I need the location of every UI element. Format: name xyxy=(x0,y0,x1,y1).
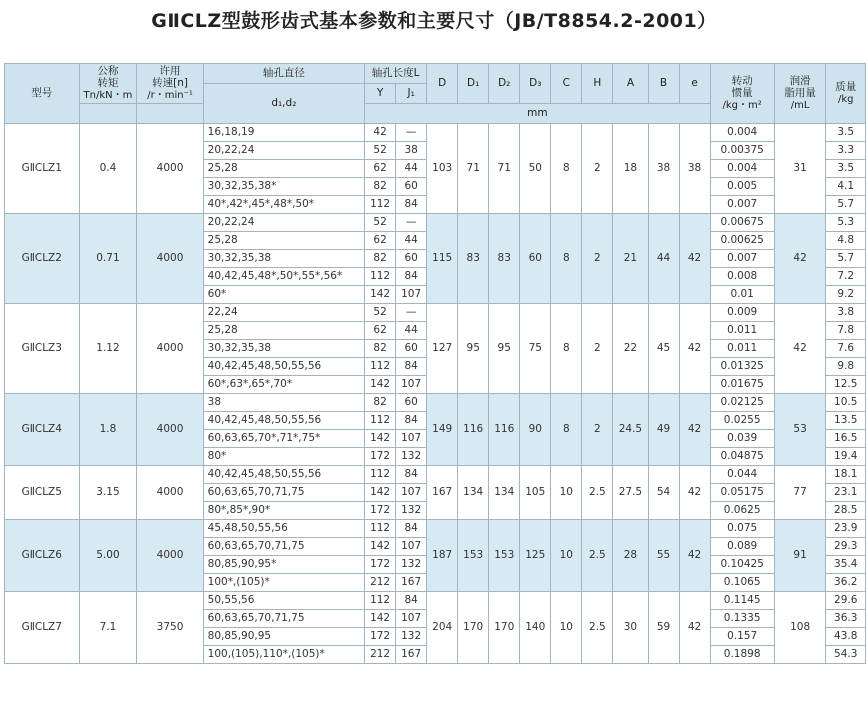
cell-mass: 16.5 xyxy=(826,430,866,448)
cell-mass: 5.3 xyxy=(826,214,866,232)
cell-mass: 5.7 xyxy=(826,250,866,268)
cell-B: 59 xyxy=(648,592,679,664)
cell-D: 127 xyxy=(427,304,458,394)
cell-J1: — xyxy=(396,124,427,142)
table-row xyxy=(5,520,866,538)
cell-Y: 42 xyxy=(365,124,396,142)
header-lube-line1: 润滑 xyxy=(789,75,811,88)
cell-D: 204 xyxy=(427,592,458,664)
page-title: GⅡCLZ型鼓形齿式基本参数和主要尺寸（JB/T8854.2-2001） xyxy=(151,10,717,32)
cell-J1: 107 xyxy=(396,286,427,304)
cell-D: 149 xyxy=(427,394,458,466)
header-B: B xyxy=(648,64,679,104)
cell-bore-diameter: 16,18,19 xyxy=(203,124,364,142)
cell-J1: — xyxy=(396,214,427,232)
cell-bore-diameter: 80*,85*,90* xyxy=(203,502,364,520)
header-bore-length: 轴孔长度L xyxy=(365,64,427,84)
table-row xyxy=(5,304,866,322)
header-bore-diameter-sub: d₁,d₂ xyxy=(203,84,364,124)
cell-speed: 4000 xyxy=(137,304,203,394)
cell-J1: 44 xyxy=(396,160,427,178)
cell-Y: 142 xyxy=(365,430,396,448)
cell-model: GⅡCLZ2 xyxy=(5,214,80,304)
header-lube-unit: /mL xyxy=(790,100,810,112)
cell-mass: 13.5 xyxy=(826,412,866,430)
cell-model: GⅡCLZ4 xyxy=(5,394,80,466)
cell-lube: 42 xyxy=(774,214,826,304)
cell-D3: 60 xyxy=(520,214,551,304)
cell-mass: 5.7 xyxy=(826,196,866,214)
header-D3: D₃ xyxy=(520,64,551,104)
cell-Y: 112 xyxy=(365,592,396,610)
cell-Y: 212 xyxy=(365,646,396,664)
cell-Y: 172 xyxy=(365,448,396,466)
cell-Y: 142 xyxy=(365,484,396,502)
header-lube xyxy=(774,64,826,124)
cell-speed: 4000 xyxy=(137,124,203,214)
header-inertia-line1: 转动 xyxy=(731,75,753,88)
cell-inertia: 0.005 xyxy=(710,178,774,196)
cell-Y: 172 xyxy=(365,502,396,520)
cell-torque: 1.12 xyxy=(79,304,137,394)
parameter-table xyxy=(4,63,866,664)
cell-bore-diameter: 60,63,65,70,71,75 xyxy=(203,484,364,502)
cell-Y: 142 xyxy=(365,286,396,304)
cell-inertia: 0.011 xyxy=(710,340,774,358)
cell-J1: 60 xyxy=(396,394,427,412)
cell-bore-diameter: 50,55,56 xyxy=(203,592,364,610)
table-row xyxy=(5,394,866,412)
cell-A: 18 xyxy=(613,124,648,214)
cell-mass: 9.8 xyxy=(826,358,866,376)
cell-J1: — xyxy=(396,304,427,322)
cell-Y: 82 xyxy=(365,394,396,412)
cell-B: 54 xyxy=(648,466,679,520)
header-D1: D₁ xyxy=(458,64,489,104)
cell-H: 2.5 xyxy=(582,592,613,664)
cell-J1: 60 xyxy=(396,178,427,196)
cell-C: 10 xyxy=(551,592,582,664)
cell-D3: 90 xyxy=(520,394,551,466)
cell-B: 49 xyxy=(648,394,679,466)
cell-mass: 35.4 xyxy=(826,556,866,574)
cell-bore-diameter: 100*,(105)* xyxy=(203,574,364,592)
cell-torque: 0.71 xyxy=(79,214,137,304)
cell-J1: 60 xyxy=(396,340,427,358)
cell-D3: 105 xyxy=(520,466,551,520)
cell-J1: 84 xyxy=(396,466,427,484)
cell-inertia: 0.089 xyxy=(710,538,774,556)
cell-J1: 44 xyxy=(396,232,427,250)
cell-mass: 7.6 xyxy=(826,340,866,358)
cell-J1: 132 xyxy=(396,628,427,646)
cell-Y: 82 xyxy=(365,340,396,358)
header-D: D xyxy=(427,64,458,104)
cell-inertia: 0.075 xyxy=(710,520,774,538)
header-torque-spacer xyxy=(79,104,137,124)
cell-J1: 167 xyxy=(396,574,427,592)
cell-bore-diameter: 40,42,45,48,50,55,56 xyxy=(203,412,364,430)
cell-D: 103 xyxy=(427,124,458,214)
cell-J1: 107 xyxy=(396,376,427,394)
cell-mass: 3.3 xyxy=(826,142,866,160)
cell-inertia: 0.039 xyxy=(710,430,774,448)
cell-speed: 4000 xyxy=(137,520,203,592)
header-speed-line2: 转速[n] xyxy=(152,77,188,90)
cell-D1: 116 xyxy=(458,394,489,466)
cell-Y: 52 xyxy=(365,304,396,322)
cell-bore-diameter: 20,22,24 xyxy=(203,214,364,232)
cell-e: 42 xyxy=(679,466,710,520)
cell-D2: 116 xyxy=(489,394,520,466)
cell-inertia: 0.01 xyxy=(710,286,774,304)
cell-J1: 167 xyxy=(396,646,427,664)
cell-inertia: 0.007 xyxy=(710,196,774,214)
cell-D1: 153 xyxy=(458,520,489,592)
table-row xyxy=(5,466,866,484)
cell-Y: 112 xyxy=(365,466,396,484)
cell-bore-diameter: 40,42,45,48,50,55,56 xyxy=(203,358,364,376)
header-speed-unit: /r・min⁻¹ xyxy=(147,90,193,102)
cell-e: 42 xyxy=(679,214,710,304)
cell-bore-diameter: 100,(105),110*,(105)* xyxy=(203,646,364,664)
header-e: e xyxy=(679,64,710,104)
cell-C: 10 xyxy=(551,466,582,520)
cell-Y: 82 xyxy=(365,250,396,268)
cell-mass: 28.5 xyxy=(826,502,866,520)
cell-e: 42 xyxy=(679,304,710,394)
cell-D3: 75 xyxy=(520,304,551,394)
header-D2: D₂ xyxy=(489,64,520,104)
cell-J1: 84 xyxy=(396,520,427,538)
cell-J1: 132 xyxy=(396,502,427,520)
cell-lube: 42 xyxy=(774,304,826,394)
table-row xyxy=(5,592,866,610)
cell-A: 27.5 xyxy=(613,466,648,520)
cell-inertia: 0.044 xyxy=(710,466,774,484)
cell-J1: 132 xyxy=(396,448,427,466)
cell-inertia: 0.0625 xyxy=(710,502,774,520)
cell-Y: 112 xyxy=(365,520,396,538)
cell-e: 42 xyxy=(679,394,710,466)
cell-D3: 140 xyxy=(520,592,551,664)
cell-inertia: 0.00625 xyxy=(710,232,774,250)
cell-model: GⅡCLZ5 xyxy=(5,466,80,520)
cell-H: 2 xyxy=(582,214,613,304)
cell-mass: 3.8 xyxy=(826,304,866,322)
header-unit-mm: mm xyxy=(365,104,711,124)
cell-bore-diameter: 38 xyxy=(203,394,364,412)
cell-speed: 4000 xyxy=(137,466,203,520)
table-row xyxy=(5,214,866,232)
header-lube-line2: 脂用量 xyxy=(784,87,816,100)
cell-C: 8 xyxy=(551,124,582,214)
cell-D1: 134 xyxy=(458,466,489,520)
cell-D: 167 xyxy=(427,466,458,520)
cell-A: 28 xyxy=(613,520,648,592)
header-H: H xyxy=(582,64,613,104)
cell-torque: 5.00 xyxy=(79,520,137,592)
cell-mass: 29.3 xyxy=(826,538,866,556)
cell-inertia: 0.00375 xyxy=(710,142,774,160)
cell-bore-diameter: 60*,63*,65*,70* xyxy=(203,376,364,394)
header-torque xyxy=(79,64,137,104)
cell-J1: 107 xyxy=(396,538,427,556)
cell-inertia: 0.007 xyxy=(710,250,774,268)
cell-J1: 84 xyxy=(396,592,427,610)
cell-J1: 84 xyxy=(396,358,427,376)
cell-C: 10 xyxy=(551,520,582,592)
header-speed-spacer xyxy=(137,104,203,124)
cell-bore-diameter: 25,28 xyxy=(203,232,364,250)
cell-J1: 44 xyxy=(396,322,427,340)
cell-J1: 107 xyxy=(396,484,427,502)
cell-mass: 3.5 xyxy=(826,160,866,178)
cell-inertia: 0.00675 xyxy=(710,214,774,232)
cell-Y: 52 xyxy=(365,214,396,232)
cell-bore-diameter: 25,28 xyxy=(203,160,364,178)
cell-Y: 172 xyxy=(365,628,396,646)
cell-D1: 170 xyxy=(458,592,489,664)
header-mass-line1: 质量 xyxy=(835,81,857,94)
cell-B: 38 xyxy=(648,124,679,214)
parameter-table-container xyxy=(4,63,866,664)
cell-bore-diameter: 80,85,90,95* xyxy=(203,556,364,574)
cell-Y: 142 xyxy=(365,376,396,394)
cell-bore-diameter: 25,28 xyxy=(203,322,364,340)
cell-J1: 84 xyxy=(396,412,427,430)
cell-e: 38 xyxy=(679,124,710,214)
cell-inertia: 0.004 xyxy=(710,160,774,178)
cell-bore-diameter: 80* xyxy=(203,448,364,466)
cell-lube: 91 xyxy=(774,520,826,592)
cell-mass: 7.8 xyxy=(826,322,866,340)
cell-Y: 112 xyxy=(365,268,396,286)
cell-model: GⅡCLZ6 xyxy=(5,520,80,592)
cell-mass: 29.6 xyxy=(826,592,866,610)
cell-model: GⅡCLZ1 xyxy=(5,124,80,214)
cell-B: 45 xyxy=(648,304,679,394)
cell-Y: 112 xyxy=(365,196,396,214)
cell-J1: 84 xyxy=(396,196,427,214)
cell-Y: 62 xyxy=(365,322,396,340)
cell-inertia: 0.0255 xyxy=(710,412,774,430)
cell-Y: 142 xyxy=(365,538,396,556)
header-model: 型号 xyxy=(5,64,80,124)
cell-bore-diameter: 20,22,24 xyxy=(203,142,364,160)
cell-J1: 60 xyxy=(396,250,427,268)
header-torque-line1: 公称 xyxy=(97,65,119,78)
cell-Y: 62 xyxy=(365,232,396,250)
cell-e: 42 xyxy=(679,592,710,664)
cell-mass: 12.5 xyxy=(826,376,866,394)
cell-torque: 0.4 xyxy=(79,124,137,214)
cell-B: 55 xyxy=(648,520,679,592)
cell-inertia: 0.157 xyxy=(710,628,774,646)
cell-A: 24.5 xyxy=(613,394,648,466)
header-inertia-unit: /kg・m² xyxy=(722,100,762,112)
cell-bore-diameter: 30,32,35,38 xyxy=(203,250,364,268)
header-C: C xyxy=(551,64,582,104)
cell-H: 2 xyxy=(582,304,613,394)
header-mass xyxy=(826,64,866,124)
cell-J1: 107 xyxy=(396,610,427,628)
header-mass-unit: /kg xyxy=(837,94,854,106)
table-body xyxy=(5,124,866,664)
cell-lube: 77 xyxy=(774,466,826,520)
cell-inertia: 0.008 xyxy=(710,268,774,286)
cell-torque: 1.8 xyxy=(79,394,137,466)
cell-A: 22 xyxy=(613,304,648,394)
cell-bore-diameter: 22,24 xyxy=(203,304,364,322)
cell-lube: 53 xyxy=(774,394,826,466)
cell-mass: 10.5 xyxy=(826,394,866,412)
cell-B: 44 xyxy=(648,214,679,304)
cell-inertia: 0.10425 xyxy=(710,556,774,574)
cell-Y: 172 xyxy=(365,556,396,574)
cell-H: 2 xyxy=(582,124,613,214)
cell-lube: 108 xyxy=(774,592,826,664)
cell-D1: 95 xyxy=(458,304,489,394)
cell-H: 2.5 xyxy=(582,466,613,520)
cell-speed: 4000 xyxy=(137,394,203,466)
cell-model: GⅡCLZ3 xyxy=(5,304,80,394)
cell-A: 21 xyxy=(613,214,648,304)
cell-inertia: 0.02125 xyxy=(710,394,774,412)
cell-bore-diameter: 45,48,50,55,56 xyxy=(203,520,364,538)
cell-bore-diameter: 60,63,65,70*,71*,75* xyxy=(203,430,364,448)
cell-D2: 170 xyxy=(489,592,520,664)
header-speed-line1: 许用 xyxy=(159,65,181,78)
cell-inertia: 0.004 xyxy=(710,124,774,142)
cell-D1: 83 xyxy=(458,214,489,304)
cell-J1: 38 xyxy=(396,142,427,160)
cell-torque: 3.15 xyxy=(79,466,137,520)
cell-bore-diameter: 40*,42*,45*,48*,50* xyxy=(203,196,364,214)
cell-bore-diameter: 40,42,45,48,50,55,56 xyxy=(203,466,364,484)
cell-mass: 43.8 xyxy=(826,628,866,646)
cell-mass: 7.2 xyxy=(826,268,866,286)
cell-inertia: 0.01325 xyxy=(710,358,774,376)
cell-bore-diameter: 40,42,45,48*,50*,55*,56* xyxy=(203,268,364,286)
cell-J1: 84 xyxy=(396,268,427,286)
cell-C: 8 xyxy=(551,304,582,394)
cell-mass: 19.4 xyxy=(826,448,866,466)
cell-D3: 50 xyxy=(520,124,551,214)
header-Y: Y xyxy=(365,84,396,104)
cell-C: 8 xyxy=(551,214,582,304)
header-J1: J₁ xyxy=(396,84,427,104)
cell-A: 30 xyxy=(613,592,648,664)
cell-inertia: 0.05175 xyxy=(710,484,774,502)
cell-bore-diameter: 30,32,35,38* xyxy=(203,178,364,196)
cell-bore-diameter: 60,63,65,70,71,75 xyxy=(203,610,364,628)
cell-D2: 134 xyxy=(489,466,520,520)
table-row xyxy=(5,124,866,142)
header-speed xyxy=(137,64,203,104)
cell-Y: 112 xyxy=(365,358,396,376)
cell-mass: 23.9 xyxy=(826,520,866,538)
header-bore-diameter: 轴孔直径 xyxy=(203,64,364,84)
cell-mass: 3.5 xyxy=(826,124,866,142)
cell-D2: 153 xyxy=(489,520,520,592)
cell-Y: 52 xyxy=(365,142,396,160)
cell-torque: 7.1 xyxy=(79,592,137,664)
cell-Y: 112 xyxy=(365,412,396,430)
cell-e: 42 xyxy=(679,520,710,592)
cell-inertia: 0.01675 xyxy=(710,376,774,394)
cell-mass: 54.3 xyxy=(826,646,866,664)
cell-speed: 4000 xyxy=(137,214,203,304)
cell-speed: 3750 xyxy=(137,592,203,664)
cell-H: 2 xyxy=(582,394,613,466)
cell-Y: 82 xyxy=(365,178,396,196)
cell-mass: 9.2 xyxy=(826,286,866,304)
header-inertia-line2: 惯量 xyxy=(731,87,753,100)
cell-model: GⅡCLZ7 xyxy=(5,592,80,664)
cell-inertia: 0.009 xyxy=(710,304,774,322)
cell-D: 187 xyxy=(427,520,458,592)
cell-bore-diameter: 80,85,90,95 xyxy=(203,628,364,646)
cell-mass: 4.8 xyxy=(826,232,866,250)
cell-bore-diameter: 30,32,35,38 xyxy=(203,340,364,358)
cell-inertia: 0.1335 xyxy=(710,610,774,628)
cell-Y: 142 xyxy=(365,610,396,628)
cell-inertia: 0.1065 xyxy=(710,574,774,592)
cell-D2: 83 xyxy=(489,214,520,304)
cell-mass: 23.1 xyxy=(826,484,866,502)
cell-D1: 71 xyxy=(458,124,489,214)
cell-mass: 4.1 xyxy=(826,178,866,196)
header-A: A xyxy=(613,64,648,104)
cell-J1: 132 xyxy=(396,556,427,574)
cell-inertia: 0.1145 xyxy=(710,592,774,610)
cell-D2: 95 xyxy=(489,304,520,394)
cell-bore-diameter: 60* xyxy=(203,286,364,304)
cell-inertia: 0.1898 xyxy=(710,646,774,664)
cell-D2: 71 xyxy=(489,124,520,214)
header-torque-unit: Tn/kN・m xyxy=(83,90,133,102)
cell-inertia: 0.04875 xyxy=(710,448,774,466)
cell-inertia: 0.011 xyxy=(710,322,774,340)
cell-C: 8 xyxy=(551,394,582,466)
cell-bore-diameter: 60,63,65,70,71,75 xyxy=(203,538,364,556)
header-inertia xyxy=(710,64,774,124)
cell-D3: 125 xyxy=(520,520,551,592)
cell-Y: 62 xyxy=(365,160,396,178)
cell-mass: 36.3 xyxy=(826,610,866,628)
cell-H: 2.5 xyxy=(582,520,613,592)
cell-lube: 31 xyxy=(774,124,826,214)
header-torque-line2: 转矩 xyxy=(97,77,119,90)
cell-mass: 36.2 xyxy=(826,574,866,592)
cell-J1: 107 xyxy=(396,430,427,448)
cell-Y: 212 xyxy=(365,574,396,592)
cell-D: 115 xyxy=(427,214,458,304)
cell-mass: 18.1 xyxy=(826,466,866,484)
